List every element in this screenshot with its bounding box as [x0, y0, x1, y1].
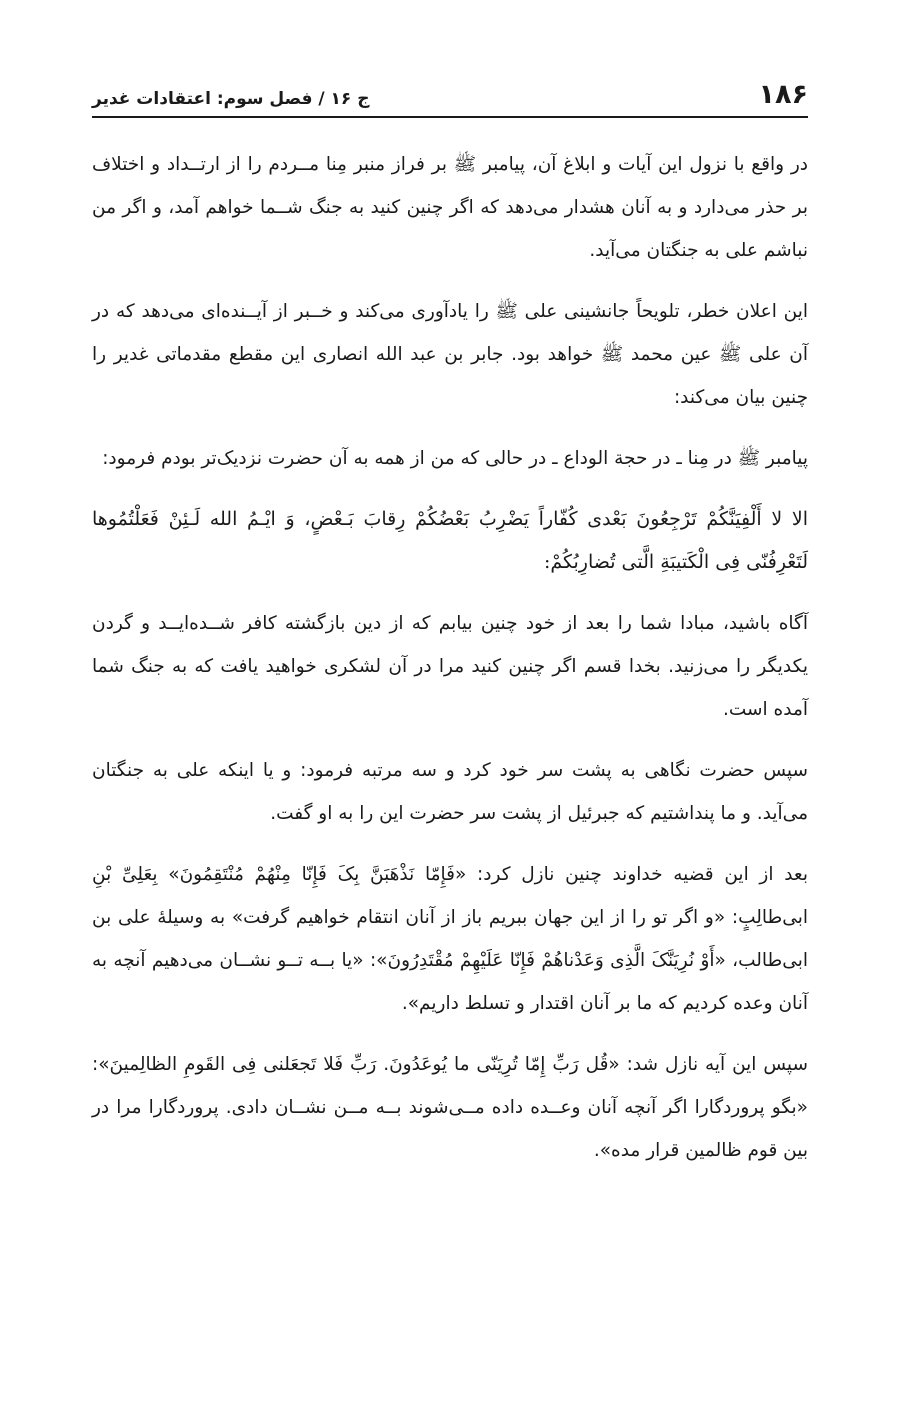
page-header — [92, 70, 808, 118]
paragraph-7: بعد از این قضیه خداوند چنین نازل کرد: «فَإِمّا نَذْهَبَنَّ بِکَ فَإِنّا مِنْهُمْ مُنْتَقِمُونَ» بِعَلِیِّ بْنِ ابی‌طالِبٍ: «و اگر تو را از این جهان ببریم باز از آنان انتقام خواهیم گرفت» به وسیلهٔ علی بن ابی‌طالب، «أَوْ نُرِیَنَّکَ الَّذِی وَعَدْناهُمْ فَإِنّا عَلَیْهِمْ مُقْتَدِرُونَ»: «یا بــه تــو نشــان می‌دهیم آنچه به آنان وعده کردیم که ما بر آنان اقتدار و تسلط داریم». — [92, 864, 808, 1014]
paragraph-8: سپس این آیه نازل شد: «قُل رَبِّ إِمّا تُرِیَنّی ما یُوعَدُونَ. رَبِّ فَلا تَجعَلنی فِی القَومِ الظالِمینَ»: «بگو پروردگارا اگر آنچه آنان وعــده داده مــی‌شوند بــه مــن نشــان دادی. پروردگارا مرا در بین قوم ظالمین قرار مده». — [92, 1054, 808, 1161]
paragraph-6: سپس حضرت نگاهی به پشت سر خود کرد و سه مرتبه فرمود: و یا اینکه علی به جنگتان می‌آید. و ما پنداشتیم که جبرئیل از پشت سر حضرت این را به او گفت. — [92, 760, 808, 824]
paragraph-translation: آگاه باشید، مبادا شما را بعد از خود چنین بیابم که از دین بازگشته کافر شــده‌ایــد و گردن یکدیگر را می‌زنید. بخدا قسم اگر چنین کنید مرا در آن لشکری خواهید یافت که به جنگ شما آمده است. — [92, 613, 808, 720]
paragraph-3: پیامبر ﷺ در مِنا ـ در حجة الوداع ـ در حالی که من از همه به آن حضرت نزدیک‌تر بودم فرمود: — [102, 448, 808, 469]
paragraph-2: این اعلان خطر، تلویحاً جانشینی علی ﷺ را یادآوری می‌کند و خــبر از آیــنده‌ای می‌دهد که در آن علی ﷺ عین محمد ﷺ خواهد بود. جابر بن عبد الله انصاری این مقطع مقدماتی غدیر را چنین بیان می‌کند: — [92, 301, 808, 408]
body-text — [92, 143, 808, 1190]
arabic-hadith-quote: الا لا أَلْفِيَنَّكُمْ تَرْجِعُونَ بَعْدی كُفّاراً يَضْرِبُ بَعْضُكُمْ رِقابَ بَـعْضٍ، وَ ايْـمُ الله لَـئِنْ فَعَلْتُمُوها لَتَعْرِفُنّی فِی الْكَتیبَةِ الَّتی تُضارِبُكُمْ: — [92, 508, 808, 573]
page-number: ۱۸۶ — [758, 79, 808, 110]
running-title: ج ۱۶ / فصل سوم: اعتقادات غدیر — [92, 89, 370, 109]
paragraph-1: در واقع با نزول این آیات و ابلاغ آن، پیامبر ﷺ بر فراز منبر مِنا مــردم را از ارتــداد و اختلاف بر حذر می‌دارد و به آنان هشدار می‌دهد که اگر چنین کنید به جنگ شــما خواهم آمد، و اگر من نباشم علی به جنگتان می‌آید. — [92, 154, 808, 261]
